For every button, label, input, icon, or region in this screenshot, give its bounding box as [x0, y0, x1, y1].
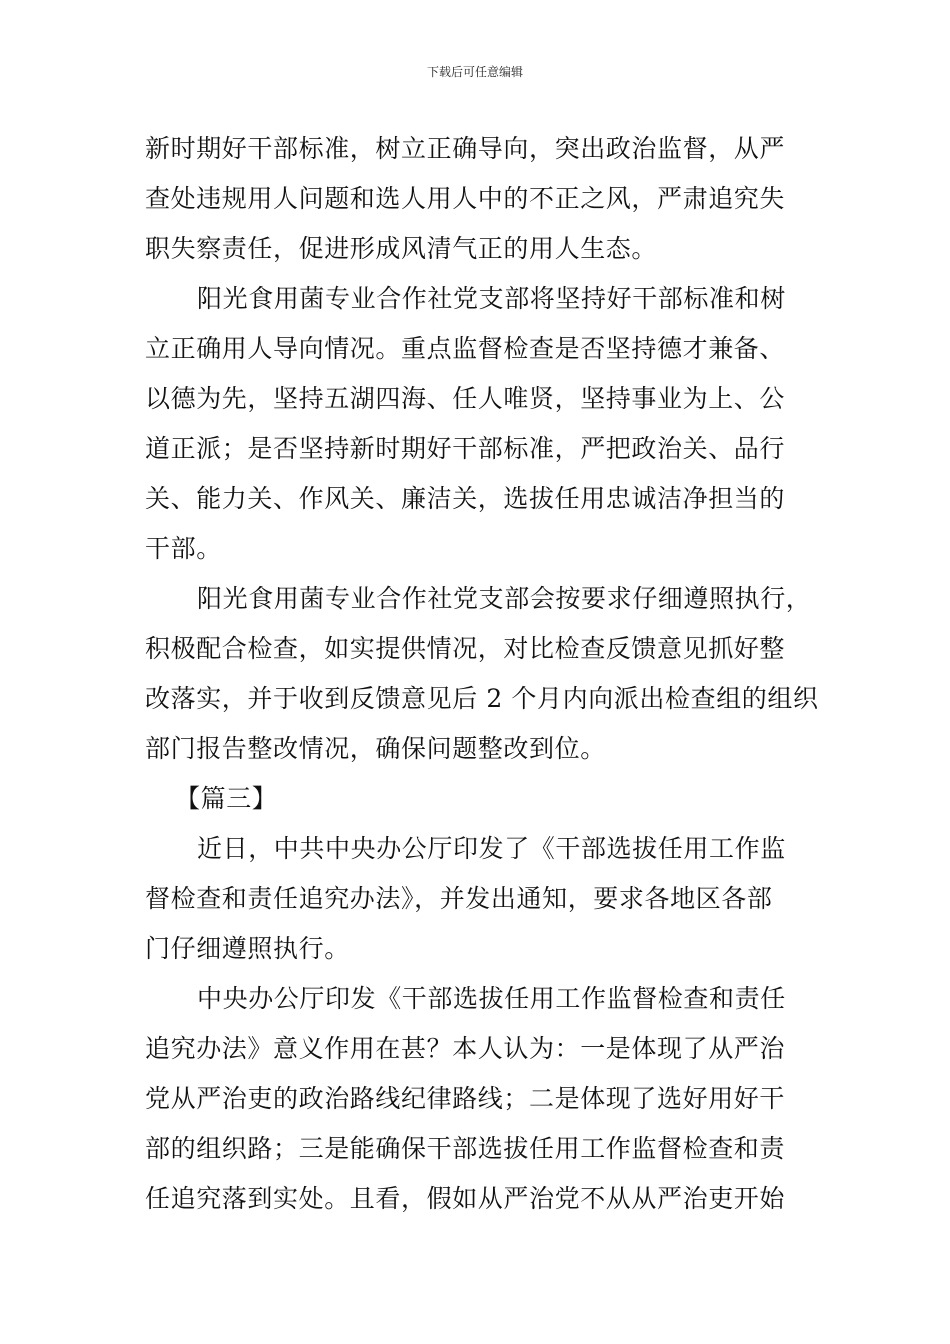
paragraph-start-line: 阳光食用菌专业合作社党支部会按要求仔细遵照执行， — [197, 584, 812, 613]
text-line: 以德为先，坚持五湖四海、任人唯贤，坚持事业为上、公 — [145, 384, 786, 413]
text-line: 新时期好干部标准，树立正确导向，突出政治监督，从严 — [145, 134, 786, 163]
text-line: 立正确用人导向情况。重点监督检查是否坚持德才兼备、 — [145, 334, 786, 363]
paragraph-start-line: 中央办公厅印发《干部选拔任用工作监督检查和责任 — [197, 984, 786, 1013]
text-line: 门仔细遵照执行。 — [145, 934, 350, 963]
paragraph-start-line: 近日，中共中央办公厅印发了《干部选拔任用工作监 — [197, 834, 786, 863]
paragraph-start-line: 阳光食用菌专业合作社党支部将坚持好干部标准和树 — [197, 284, 786, 313]
section-heading: 【篇三】 — [175, 784, 278, 813]
page-header-note: 下载后可任意编辑 — [426, 65, 523, 79]
text-line: 关、能力关、作风关、廉洁关，选拔任用忠诚洁净担当的 — [145, 484, 786, 513]
text-line: 查处违规用人问题和选人用人中的不正之风，严肃追究失 — [145, 184, 786, 213]
document-body — [145, 124, 819, 1224]
text-line: 改落实，并于收到反馈意见后 2 个月内向派出检查组的组织 — [145, 684, 819, 713]
text-line: 督检查和责任追究办法》，并发出通知，要求各地区各部 — [145, 884, 773, 913]
text-line: 党从严治吏的政治路线纪律路线；二是体现了选好用好干 — [145, 1084, 786, 1113]
text-line: 追究办法》意义作用在甚？本人认为：一是体现了从严治 — [145, 1034, 786, 1063]
text-line: 职失察责任，促进形成风清气正的用人生态。 — [145, 234, 658, 263]
text-line: 任追究落到实处。且看，假如从严治党不从从严治吏开始 — [145, 1184, 786, 1213]
text-line: 部的组织路；三是能确保干部选拔任用工作监督检查和责 — [145, 1134, 786, 1163]
text-line: 积极配合检查，如实提供情况，对比检查反馈意见抓好整 — [145, 634, 786, 663]
text-line: 部门报告整改情况，确保问题整改到位。 — [145, 734, 606, 763]
text-line: 干部。 — [145, 534, 222, 563]
text-line: 道正派；是否坚持新时期好干部标准，严把政治关、品行 — [145, 434, 786, 463]
